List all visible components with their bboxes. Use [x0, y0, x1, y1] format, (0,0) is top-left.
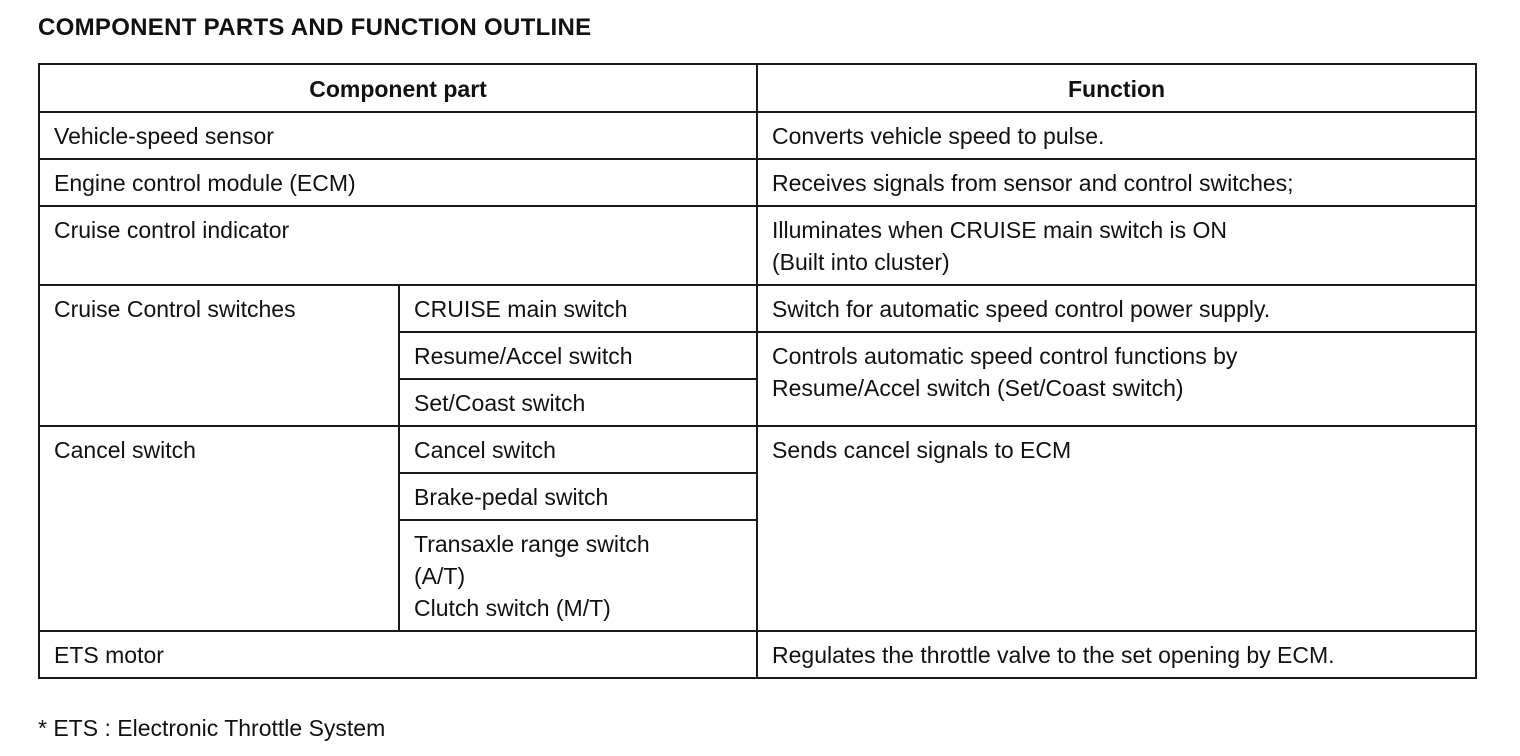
part-transaxle-clutch-switch: Transaxle range switch (A/T) Clutch switch (M/T) [399, 520, 757, 631]
table-row-ecm [39, 159, 1476, 206]
group-cruise-control-switches: Cruise Control switches [39, 285, 399, 426]
function-vehicle-speed-sensor: Converts vehicle speed to pulse. [757, 112, 1476, 159]
part-cruise-indicator: Cruise control indicator [39, 206, 757, 285]
function-resume-set-switch: Controls automatic speed control functions by Resume/Accel switch (Set/Coast switch) [757, 332, 1476, 426]
table-row-cruise-main-switch [39, 285, 1476, 332]
function-cancel-switch: Sends cancel signals to ECM [757, 426, 1476, 631]
table-row-vehicle-speed-sensor [39, 112, 1476, 159]
header-function: Function [757, 64, 1476, 112]
table-row-cancel-switch [39, 426, 1476, 473]
table-row-cruise-indicator [39, 206, 1476, 285]
table-header-row [39, 64, 1476, 112]
part-vehicle-speed-sensor: Vehicle-speed sensor [39, 112, 757, 159]
part-cancel-switch: Cancel switch [399, 426, 757, 473]
function-ecm: Receives signals from sensor and control switches; [757, 159, 1476, 206]
part-brake-pedal-switch: Brake-pedal switch [399, 473, 757, 520]
part-cruise-main-switch: CRUISE main switch [399, 285, 757, 332]
function-ets-motor: Regulates the throttle valve to the set opening by ECM. [757, 631, 1476, 678]
table-row-ets-motor [39, 631, 1476, 678]
group-cancel-switch: Cancel switch [39, 426, 399, 631]
part-set-coast-switch: Set/Coast switch [399, 379, 757, 426]
part-resume-accel-switch: Resume/Accel switch [399, 332, 757, 379]
component-function-table [38, 63, 1477, 679]
part-ecm: Engine control module (ECM) [39, 159, 757, 206]
page-title: COMPONENT PARTS AND FUNCTION OUTLINE [38, 14, 592, 41]
function-cruise-main-switch: Switch for automatic speed control power supply. [757, 285, 1476, 332]
footnote: * ETS : Electronic Throttle System [38, 715, 386, 741]
function-cruise-indicator: Illuminates when CRUISE main switch is ON (Built into cluster) [757, 206, 1476, 285]
header-component-part: Component part [39, 64, 757, 112]
part-ets-motor: ETS motor [39, 631, 757, 678]
